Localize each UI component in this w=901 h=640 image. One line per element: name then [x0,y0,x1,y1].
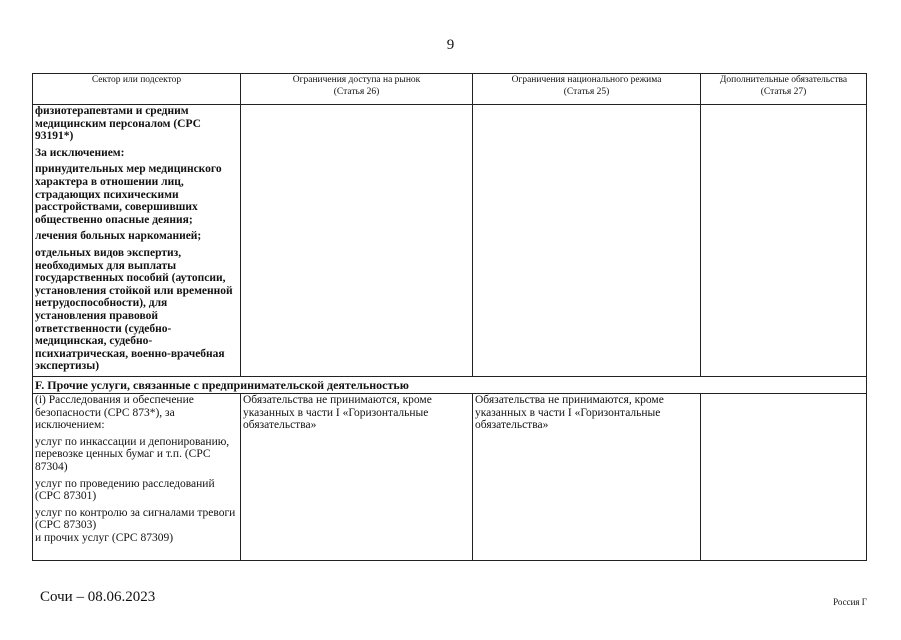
sector-line: физиотерапевтами и средним медицинским персоналом (СРС 93191*) [35,105,201,143]
footer-code: Россия Г [833,597,867,607]
table-row [33,105,867,377]
sector-line: За исключением: [35,146,125,159]
header-additional [701,74,867,105]
sector-line: принудительных мер медицинского характера в отношении лиц, страдающих психическими расстройствами, совершивших общественно опасные деяния; [35,163,222,226]
header-market-access [241,74,473,105]
sector-cell [33,394,241,561]
sector-line: (i) Расследования и обеспечение безопасности (СРС 873*), за исключением: [35,394,194,432]
additional-cell [701,105,867,377]
sector-line: услуг по инкассации и депонированию, перевозке ценных бумаг и т.п. (СРС 87304) [35,435,230,473]
sector-line: услуг по проведению расследований (СРС 87301) [35,477,215,503]
sector-line: и прочих услуг (СРС 87309) [35,531,174,544]
section-row [33,377,867,394]
header-sector [33,74,241,105]
sector-line: услуг по контролю за сигналами тревоги (СРС 87303) [35,506,236,532]
header-sub: (Статья 26) [333,87,380,97]
header-sub: (Статья 25) [563,87,610,97]
market-access-cell [241,105,473,377]
market-access-cell: Обязательства не принимаются, кроме указанных в части I «Горизонтальные обязательства» [241,394,473,561]
header-sub: (Статья 27) [760,87,807,97]
commitments-table [32,73,867,561]
header-title: Дополнительные обязательства [719,75,848,85]
header-title: Сектор или подсектор [91,75,182,85]
section-heading: F. Прочие услуги, связанные с предпринимательской деятельностью [33,377,867,394]
sector-line: отдельных видов экспертиз, необходимых для выплаты государственных пособий (аутопсии, установления стойкой или временной нетрудоспособности), для установления правовой ответственности (судебно-медицинская, судебно-психиатрическая, военно-врачебная экспертизы) [35,246,233,373]
page-number: 9 [446,37,455,53]
header-national-treatment [473,74,701,105]
footer-location-date: Сочи – 08.06.2023 [40,589,156,605]
national-treatment-cell [473,105,701,377]
national-treatment-cell: Обязательства не принимаются, кроме указанных в части I «Горизонтальные обязательства» [473,394,701,561]
table-row [33,394,867,561]
sector-line: лечения больных наркоманией; [35,230,202,243]
header-row [33,74,867,105]
header-title: Ограничения национального режима [511,75,662,85]
header-title: Ограничения доступа на рынок [292,75,421,85]
additional-cell [701,394,867,561]
sector-cell [33,105,241,377]
